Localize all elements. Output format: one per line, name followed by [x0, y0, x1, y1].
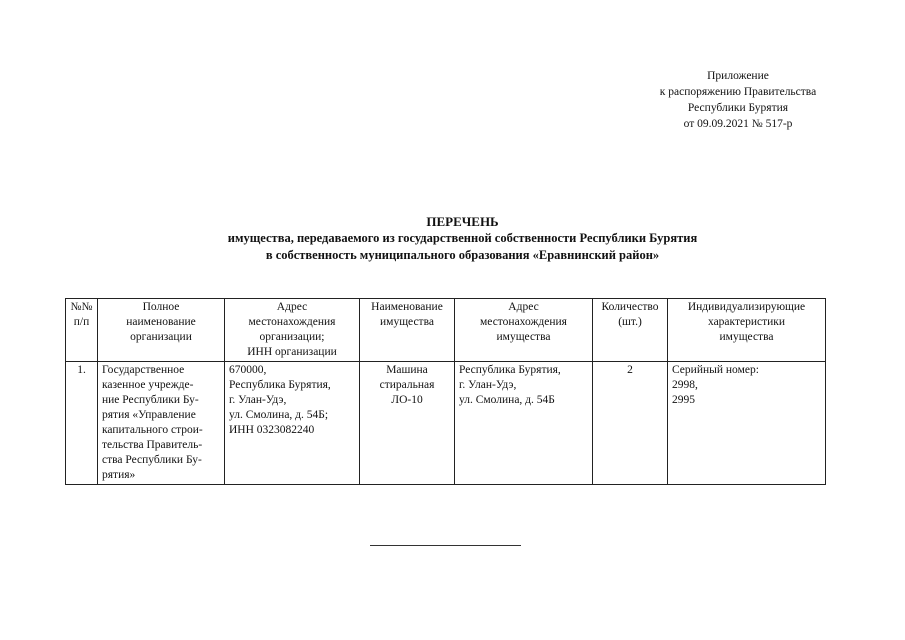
property-list-table — [65, 298, 826, 485]
row-quantity: 2 — [593, 362, 668, 485]
appendix-order-ref: к распоряжению Правительства — [659, 86, 817, 98]
header-org-address: Адрес местонахождения организации; ИНН организации — [225, 299, 360, 362]
header-quantity: Количество (шт.) — [593, 299, 668, 362]
appendix-header — [648, 68, 828, 132]
row-number: 1. — [66, 362, 98, 485]
document-title-block — [100, 214, 825, 264]
row-property-address: Республика Бурятия, г. Улан-Удэ, ул. Смолина, д. 54Б — [455, 362, 593, 485]
table-header-row — [66, 299, 826, 362]
footer-separator-line — [370, 545, 521, 546]
row-org-address: 670000, Республика Бурятия, г. Улан-Удэ, ул. Смолина, д. 54Б; ИНН 0323082240 — [225, 362, 360, 485]
header-characteristics: Индивидуализирующие характеристики имущества — [668, 299, 826, 362]
appendix-label: Приложение — [707, 70, 769, 82]
appendix-date-number: от 09.09.2021 № 517-р — [683, 118, 793, 130]
header-org-name: Полное наименование организации — [98, 299, 225, 362]
document-title: ПЕРЕЧЕНЬ — [426, 214, 499, 229]
header-property-address: Адрес местонахождения имущества — [455, 299, 593, 362]
row-characteristics: Серийный номер: 2998, 2995 — [668, 362, 826, 485]
appendix-republic: Республики Бурятия — [687, 102, 789, 114]
table-row — [66, 362, 826, 485]
document-subtitle-line1: имущества, передаваемого из государственной собственности Республики Бурятия — [227, 231, 698, 245]
header-number: №№ п/п — [66, 299, 98, 362]
row-property-name: Машина стиральная ЛО-10 — [360, 362, 455, 485]
header-property-name: Наименование имущества — [360, 299, 455, 362]
document-subtitle-line2: в собственность муниципального образования «Еравнинский район» — [265, 248, 660, 262]
row-org-name: Государственное казенное учрежде- ние Республики Бу- рятия «Управление капитального строи- тельства Правитель- ства Республики Бу- рятия» — [98, 362, 225, 485]
